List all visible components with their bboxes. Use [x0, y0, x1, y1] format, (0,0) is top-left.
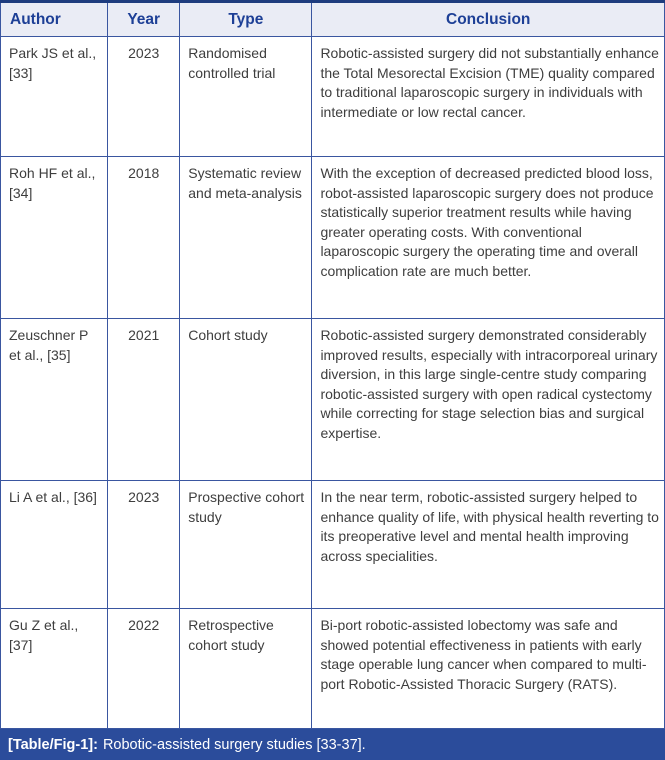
- table-header-row: [1, 2, 665, 37]
- year-cell: 2023: [108, 37, 180, 157]
- type-cell: Systematic review and meta-analysis: [180, 157, 312, 319]
- conclusion-cell: Bi-port robotic-assisted lobectomy was safe and showed potential effectiveness in patients with early stage operable lung cancer when compared to multi-port Robotic-Assisted Thoracic Surgery (RATS).: [312, 609, 665, 729]
- type-cell: Randomised controlled trial: [180, 37, 312, 157]
- table-row: [1, 609, 665, 729]
- header-conclusion: Conclusion: [312, 2, 665, 37]
- year-cell: 2022: [108, 609, 180, 729]
- author-cell: Gu Z et al., [37]: [1, 609, 108, 729]
- conclusion-cell: In the near term, robotic-assisted surgery helped to enhance quality of life, with physical health reverting to its preoperative level and mental health improving across specialities.: [312, 481, 665, 609]
- conclusion-cell: With the exception of decreased predicted blood loss, robot-assisted laparoscopic surgery does not produce statistically superior treatment results while having greater operating costs. With conventional laparoscopic surgery the operating time and overall complication rate are much better.: [312, 157, 665, 319]
- author-cell: Park JS et al., [33]: [1, 37, 108, 157]
- type-cell: Prospective cohort study: [180, 481, 312, 609]
- header-author: Author: [1, 2, 108, 37]
- caption-text: Robotic-assisted surgery studies [33-37].: [102, 736, 366, 753]
- year-cell: 2023: [108, 481, 180, 609]
- caption-label: [Table/Fig-1]:: [8, 736, 98, 753]
- table-row: [1, 157, 665, 319]
- year-cell: 2021: [108, 319, 180, 481]
- author-cell: Li A et al., [36]: [1, 481, 108, 609]
- author-cell: Zeuschner P et al., [35]: [1, 319, 108, 481]
- author-cell: Roh HF et al., [34]: [1, 157, 108, 319]
- conclusion-cell: Robotic-assisted surgery did not substantially enhance the Total Mesorectal Excision (TME) quality compared to traditional laparoscopic surgery in individuals with intermediate or low rectal cancer.: [312, 37, 665, 157]
- header-year: Year: [108, 2, 180, 37]
- type-cell: Retrospective cohort study: [180, 609, 312, 729]
- conclusion-cell: Robotic-assisted surgery demonstrated considerably improved results, especially with intracorporeal urinary diversion, in this large single-centre study comparing robotic-assisted surgery with open radical cystectomy while correcting for stage selection bias and surgical expertise.: [312, 319, 665, 481]
- table-caption: [0, 729, 665, 760]
- table-row: [1, 319, 665, 481]
- header-type: Type: [180, 2, 312, 37]
- table-row: [1, 481, 665, 609]
- table-row: [1, 37, 665, 157]
- year-cell: 2018: [108, 157, 180, 319]
- type-cell: Cohort study: [180, 319, 312, 481]
